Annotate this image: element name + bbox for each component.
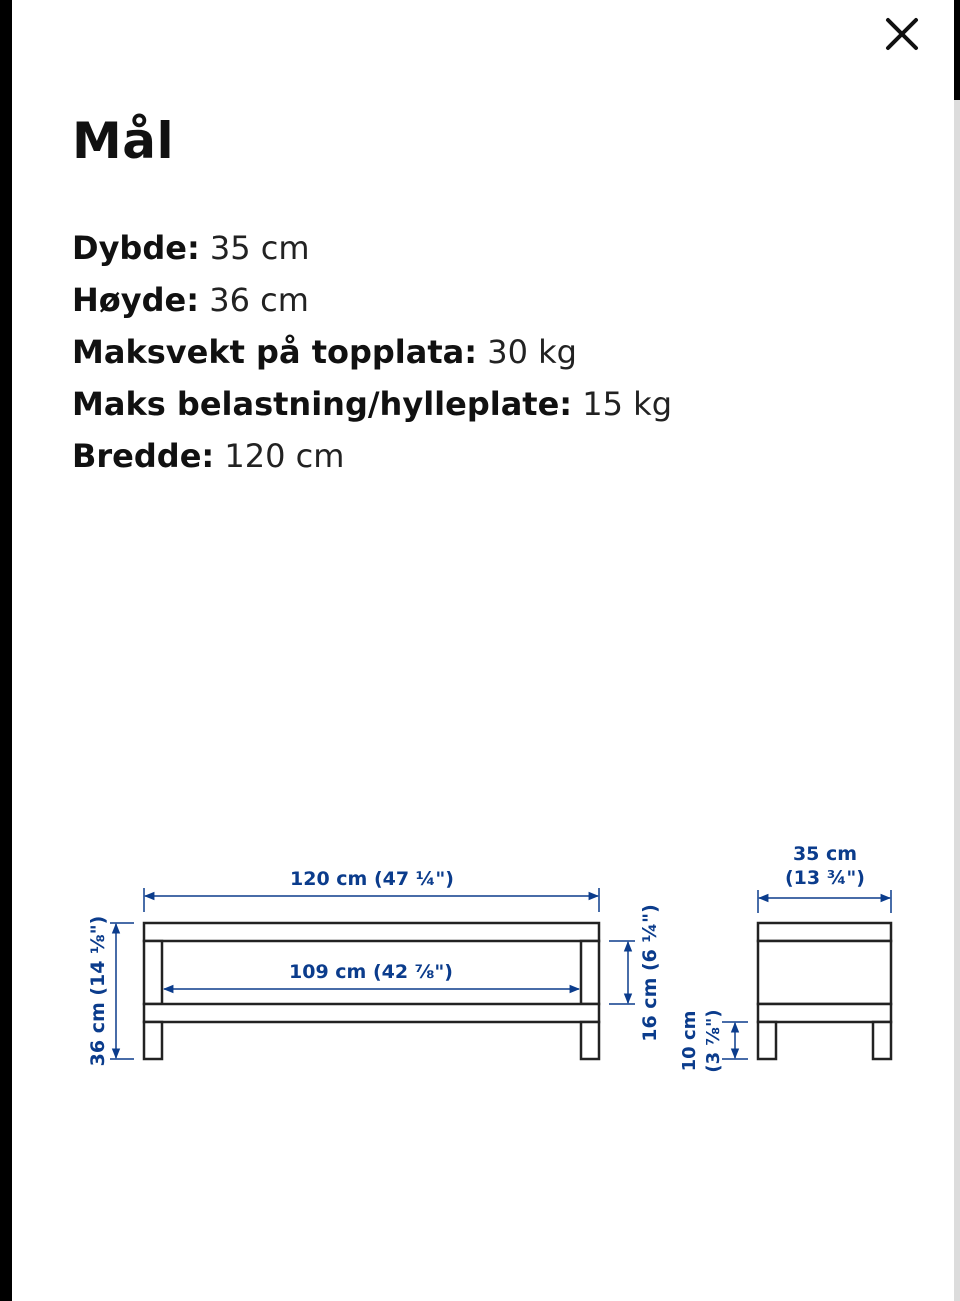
inner-width-label: 109 cm (42 ⅞") bbox=[289, 961, 453, 983]
depth-in-label: (13 ¾") bbox=[785, 867, 865, 889]
front-left-leg bbox=[144, 1022, 162, 1059]
side-right-leg bbox=[873, 1022, 891, 1059]
front-shelf-board bbox=[144, 1004, 599, 1022]
close-button[interactable] bbox=[880, 12, 924, 56]
spec-label: Dybde: bbox=[72, 229, 200, 267]
total-height-label: 36 cm (14 ⅛") bbox=[87, 915, 109, 1067]
front-left-side bbox=[144, 941, 162, 1004]
leg-height-in-label: (3 ⅞") bbox=[703, 1009, 724, 1073]
front-view bbox=[144, 923, 599, 1059]
dimension-diagram bbox=[0, 820, 960, 1080]
scroll-edge bbox=[954, 100, 960, 1301]
leg-height-cm-label: 10 cm bbox=[679, 1010, 700, 1072]
shelf-gap-dimension bbox=[609, 904, 661, 1042]
spec-value: 35 cm bbox=[199, 229, 310, 267]
side-left-leg bbox=[758, 1022, 776, 1059]
spec-value: 120 cm bbox=[214, 437, 345, 475]
total-width-dimension bbox=[144, 868, 599, 912]
dimensions-sheet bbox=[12, 0, 954, 1301]
inner-width-dimension bbox=[164, 961, 579, 989]
spec-value: 36 cm bbox=[199, 281, 309, 319]
spec-label: Høyde: bbox=[72, 281, 200, 319]
spec-width bbox=[72, 430, 672, 482]
side-panel bbox=[758, 941, 891, 1004]
depth-cm-label: 35 cm bbox=[792, 843, 858, 865]
leg-height-dimension bbox=[679, 1009, 748, 1072]
side-shelf-board bbox=[758, 1004, 891, 1022]
spec-max-weight-top bbox=[72, 326, 672, 378]
close-icon bbox=[885, 17, 919, 51]
front-right-side bbox=[581, 941, 599, 1004]
page-title: Mål bbox=[72, 112, 175, 170]
total-height-dimension bbox=[87, 916, 134, 1067]
side-view bbox=[758, 923, 891, 1059]
front-right-leg bbox=[581, 1022, 599, 1059]
total-width-label: 120 cm (47 ¼") bbox=[290, 868, 454, 890]
spec-label: Maksvekt på topplata: bbox=[72, 333, 478, 371]
spec-height bbox=[72, 274, 672, 326]
shelf-gap-label: 16 cm (6 ¼") bbox=[639, 904, 661, 1042]
front-top-board bbox=[144, 923, 599, 941]
spec-value: 30 kg bbox=[477, 333, 577, 371]
spec-value: 15 kg bbox=[572, 385, 672, 423]
spec-max-load-shelf bbox=[72, 378, 672, 430]
side-top-board bbox=[758, 923, 891, 941]
depth-dimension bbox=[758, 843, 891, 913]
spec-label: Maks belastning/hylleplate: bbox=[72, 385, 573, 423]
spec-list bbox=[72, 222, 672, 482]
spec-label: Bredde: bbox=[72, 437, 215, 475]
spec-depth bbox=[72, 222, 672, 274]
